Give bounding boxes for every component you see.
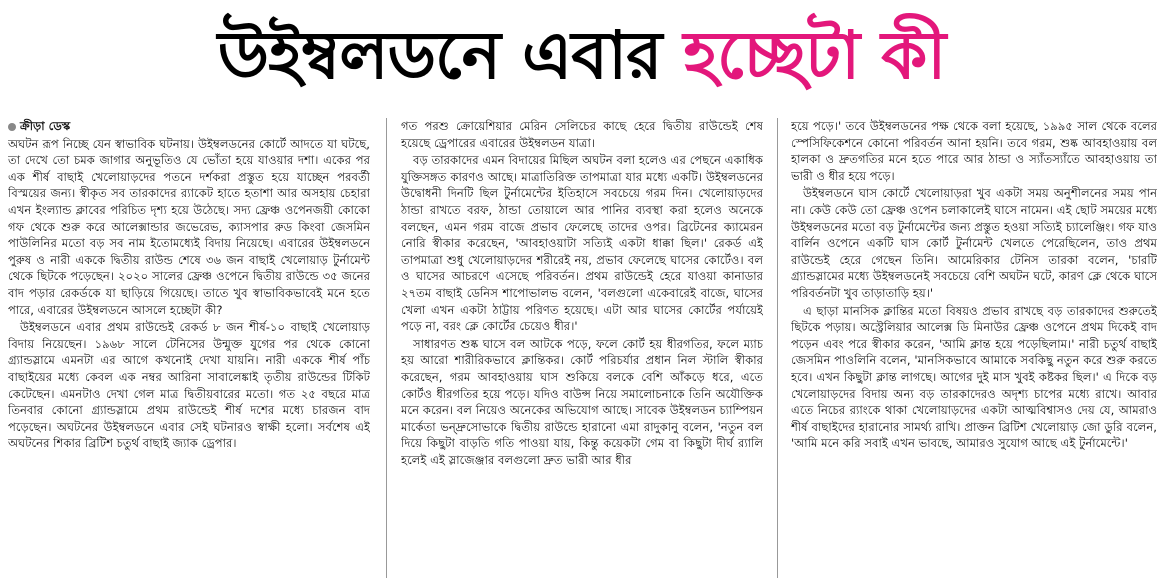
article-column-2	[401, 118, 763, 578]
column-divider	[386, 118, 387, 578]
paragraph: উইম্বলডনে ঘাস কোর্টে খেলোয়াড়রা খুব একটা সময় অনুশীলনের সময় পান না। কেউ কেউ তো ফ্রেঞ্চ ওপেন চলাকালেই ঘাসে নামেন। এই ছোট সময়ের মধ্যে উইম্বলডনের মতো বড় টুর্নামেন্টের জন্য প্রস্তুত হওয়া সত্যিই চ্যালেঞ্জিং। গফ যাও বার্লিন ওপেনে একটি ঘাস কোর্ট টুর্নামেন্ট খেলতে পেরেছিলেন, তাও প্রথম রাউন্ডেই হেরে গেছেন তিনি। আমেরিকার টেনিস তারকা বলেন, 'চারটি গ্র্যান্ডস্লামের মধ্যে উইম্বলডনেই সবচেয়ে বেশি অঘটন ঘটে, কারণ ক্লে থেকে ঘাসে পরিবর্তনটা খুব তাড়াতাড়ি হয়।'	[791, 186, 1157, 300]
headline	[0, 4, 1163, 108]
paragraph: গত পরশু ক্রোয়েশিয়ার মেরিন সেলিচের কাছে হেরে দ্বিতীয় রাউন্ডেই শেষ হয়েছে ড্রেপারের এবারের উইম্বলডন যাত্রা।	[401, 119, 763, 150]
paragraph: এ ছাড়া মানসিক ক্লান্তির মতো বিষয়ও প্রভাব রাখছে বড় তারকাদের শুরুতেই ছিটকে পড়ায়। অস্ট্রেলিয়ার আলেক্স ডি মিনাউর ফ্রেঞ্চ ওপেনে প্রথম দিকেই বাদ পড়েন এবং পরে স্বীকার করেন, 'আমি ক্লান্ত হয়ে পড়েছিলাম।' নারী চতুর্থ বাছাই জেসমিন পাওলিনি বলেন, 'মানসিকভাবে আমাকে সবকিছু নতুন করে শুরু করতে হবে। এখন কিছুটা ক্লান্ত লাগছে। আগের দুই মাস খুবই কষ্টকর ছিল।' এ দিকে বড় খেলোয়াড়দের বিদায় অন্য বড় তারকাদেরও অদৃশ্য চাপের মধ্যে রাখে। আবার এতে নিচের র‍্যাংকে থাকা খেলোয়াড়দের একটা আত্মবিশ্বাসও দেয় যে, আমরাও শীর্ষ বাছাইদের হারানোর সামর্থ্য রাখি। প্রাক্তন ব্রিটিশ খেলোয়াড় জো ডুরি বলেন, 'আমি মনে করি সবাই এখন ভাবছে, আমারও সুযোগ আছে এই টুর্নামেন্টে।'	[791, 303, 1157, 451]
paragraph: অঘটন রূপ নিচ্ছে যেন স্বাভাবিক ঘটনায়। উইম্বলডনের কোর্টে আদতে যা ঘটছে, তা দেখে তো চমক জাগার অনুভূতিও যে ভোঁতা হয়ে যাওয়ার দশা। একের পর এক শীর্ষ বাছাই খেলোয়াড়দের পতনে দর্শকরা প্রস্তুত হয়ে যাচ্ছেন পরবর্তী বিস্ময়ের জন্য। স্বীকৃত সব তারকাদের র‍্যাকেট হাতে হতাশা আর অসহায় চেহারা এখন ইংল্যান্ড ক্লাবের পরিচিত দৃশ্য হয়ে উঠেছে। সদ্য ফ্রেঞ্চ ওপেনজয়ী কোকো গফ থেকে শুরু করে আলেক্সান্ডার জভেরেভ, ক্যাসপার রুড কিংবা জেসমিন পাউলিনির মতো বড় সব নাম ইতোমধ্যেই বিদায় নিয়েছে। এবারের উইম্বলডনে পুরুষ ও নারী এককে দ্বিতীয় রাউন্ড শেষে ৩৬ জন বাছাই খেলোয়াড় টুর্নামেন্ট থেকে ছিটকে পড়েছেন। ২০২০ সালের ফ্রেঞ্চ ওপেনে দ্বিতীয় রাউন্ডে ৩৫ জনের বাদ পড়ার রেকর্ডকে যা ছাড়িয়ে গিয়েছে। তাতে খুব স্বাভাবিকভাবেই মনে হতে পারে, এবারের উইম্বলডনে আসলে হচ্ছেটা কী?	[8, 136, 370, 317]
paragraph: উইম্বলডনে এবার প্রথম রাউন্ডেই রেকর্ড ৮ জন শীর্ষ-১০ বাছাই খেলোয়াড় বিদায় নিয়েছেন। ১৯৬৮ সালে টেনিসের উন্মুক্ত যুগের পর থেকে কোনো গ্র্যান্ডস্লামে এমনটা এর আগে কখনোই দেখা যায়নি। নারী এককে শীর্ষ পাঁচ বাছাইয়ের মধ্যে কেবল এক নম্বর আরিনা সাবালেঙ্কাই তৃতীয় রাউন্ডের টিকিট কেটেছেন। এমনটাও দেখা গেল মাত্র দ্বিতীয়বারের মতো। গত ২৫ বছরে মাত্র তিনবার কোনো গ্র্যান্ডস্লামে প্রথম রাউন্ডেই শীর্ষ দশের মধ্যে চারজন বাদ পড়েছেন। অঘটনের উইম্বলডনে এবার সেই ঘটনারও স্বাক্ষী হলো। সর্বশেষ এই অঘটনের শিকার ব্রিটিশ চতুর্থ বাছাই জ্যাক ড্রেপার।	[8, 320, 370, 451]
article-column-3	[791, 118, 1157, 578]
headline-part-pink: হচ্ছেটা কী	[683, 17, 946, 94]
byline	[8, 118, 370, 135]
article-column-1	[8, 118, 370, 578]
column-divider	[777, 118, 778, 578]
byline-text: ক্রীড়া ডেস্ক	[20, 119, 71, 133]
bullet-icon	[8, 123, 16, 131]
paragraph: সাধারণত শুষ্ক ঘাসে বল আটকে পড়ে, ফলে কোর্ট হয় ধীরগতির, ফলে ম্যাচ হয় আরো শারীরিকভাবে ক্লান্তিকর। কোর্ট পরিচর্যার প্রধান নিল স্টালি স্বীকার করেছেন, গরম আবহাওয়ায় ঘাস শুকিয়ে বলকে বেশি আঁকড়ে ধরে, এতে কোর্টও ধীরগতির হয়ে পড়ে। যদিও বাউন্স নিয়ে সমালোচনাকে তিনি অযৌক্তিক মনে করেন। বল নিয়েও অনেকের অভিযোগ আছে। সাবেক উইম্বলডন চ্যাম্পিয়ন মার্কেতা ভন্দ্রুসোভাকে দ্বিতীয় রাউন্ডে হারানো এমা রাদুকানু বলেন, 'নতুন বল দিয়ে কিছুটা বাড়তি গতি পাওয়া যায়, কিন্তু কয়েকটা গেম বা কিছুটা দীর্ঘ র‍্যালি হলেই এই স্লাজেঞ্জার বলগুলো দ্রুত ভারী আর ধীর	[401, 336, 763, 467]
paragraph: হয়ে পড়ে।' তবে উইম্বলডনের পক্ষ থেকে বলা হয়েছে, ১৯৯৫ সাল থেকে বলের স্পেসিফিকেশনে কোনো পরিবর্তন আনা হয়নি। তবে গরম, শুষ্ক আবহাওয়ায় বল হালকা ও দ্রুতগতির মনে হতে পারে আর ঠান্ডা ও স্যাঁতস্যাঁতে আবহাওয়ায় তা ভারী ও ধীর হয়ে পড়ে।	[791, 119, 1157, 183]
article-body	[8, 118, 1158, 578]
paragraph: বড় তারকাদের এমন বিদায়ের মিছিল অঘটন বলা হলেও এর পেছনে একাধিক যুক্তিসঙ্গত কারণও আছে। মাত্রাতিরিক্ত তাপমাত্রা যার মধ্যে একটি। উইম্বলডনের উদ্বোধনী দিনটি ছিল টুর্নামেন্টের ইতিহাসে সবচেয়ে গরম দিন। খেলোয়াড়দের ঠান্ডা রাখতে বরফ, ঠান্ডা তোয়ালে আর পানির ব্যবস্থা করা হলেও অনেকে বলছেন, এমন গরম বাজে প্রভাব ফেলেছে তাদের ওপর। ব্রিটেনের ক্যামেরন নোরি স্বীকার করেছেন, 'আবহাওয়াটা সত্যিই একটা ধাক্কা ছিল।' রেকর্ড এই তাপমাত্রা শুধু খেলোয়াড়দের শরীরেই নয়, প্রভাব ফেলেছে ঘাসের কোর্টেও। বল ও ঘাসের আচরণে এসেছে পরিবর্তন। প্রথম রাউন্ডেই হেরে যাওয়া কানাডার ২৭তম বাছাই ডেনিস শাপোভালভ বলেন, 'বলগুলো একেবারেই বাজে, ঘাসের খেলা এখন একটা ঠাট্টায় পরিণত হয়েছে। এটা আর ঘাসের কোর্টের পর্যায়েই পড়ে না, বরং ক্লে কোর্টের চেয়েও ধীর।'	[401, 153, 763, 334]
headline-part-black: উইম্বলডনে এবার	[217, 17, 684, 94]
